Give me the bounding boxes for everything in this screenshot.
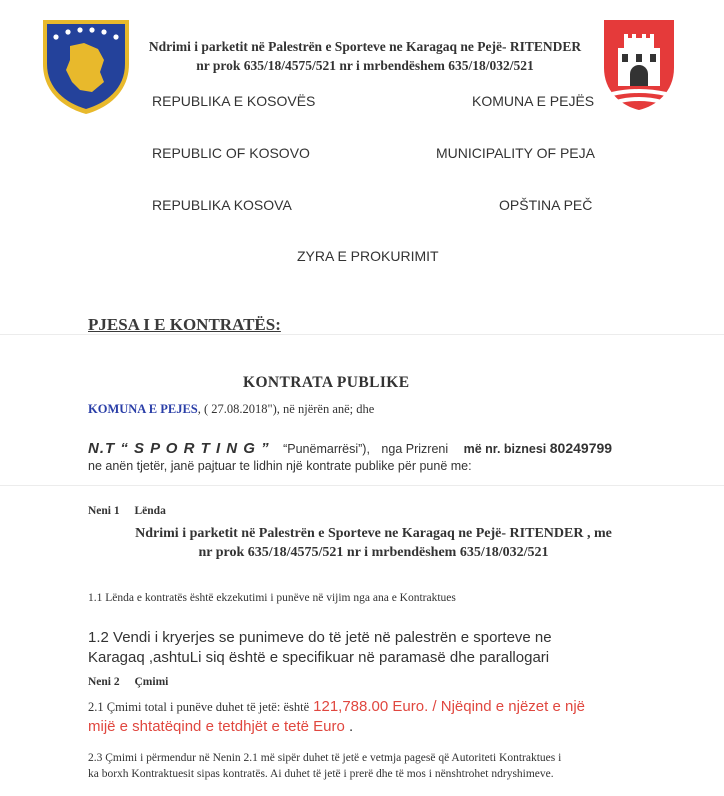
paragraph-1-2 [88, 628, 658, 668]
page-seam [0, 334, 724, 335]
paragraph-1-1: 1.1 Lënda e kontratës është ekzekutimi i punëve në vijim nga ana e Kontraktues [88, 592, 456, 604]
page-seam-2 [0, 485, 724, 486]
party2-place: nga Prizreni [381, 442, 449, 456]
org-left-2: REPUBLIC OF KOSOVO [152, 145, 310, 161]
paragraph-2-1-end: . [344, 718, 354, 735]
article1-subject [96, 524, 651, 562]
party1-rest: , ( 27.08.2018"), në njërën anë; dhe [197, 402, 375, 416]
article2-title: Çmimi [134, 676, 169, 688]
org-right-3: OPŠTINA PEČ [499, 197, 593, 213]
party2-biz-label: më nr. biznesi [463, 442, 547, 456]
article2-heading [88, 676, 168, 688]
procurement-office: ZYRA E PROKURIMIT [297, 248, 439, 264]
paragraph-2-3 [88, 750, 668, 782]
party2-biz-number: 80249799 [549, 440, 613, 456]
party2-line [88, 440, 668, 457]
article1-title: Lënda [134, 505, 166, 517]
party1-line [88, 402, 374, 417]
article1-heading [88, 505, 166, 517]
paragraph-2-3-line1: 2.3 Çmimi i përmendur në Nenin 2.1 më sipër duhet të jetë e vetmja pagesë që Autoriteti Kontraktues i [88, 752, 562, 764]
party2-role: “Punëmarrësi”), [283, 442, 370, 456]
org-right-2: MUNICIPALITY OF PEJA [436, 145, 595, 161]
header-title-line2: nr prok 635/18/4575/521 nr i mrbendëshem 635/18/032/521 [196, 58, 534, 73]
section-heading: PJESA I E KONTRATËS: [88, 315, 281, 334]
paragraph-2-3-line2: ka borxh Kontraktuesit sipas kontratës. Ai duhet të jetë i prerë dhe të mos i nënshtrohet ndryshimeve. [88, 768, 554, 780]
paragraph-2-1-amount: 121,788.00 Euro. / Njëqind e njëzet e një [313, 698, 586, 715]
org-left-3: REPUBLIKA KOSOVA [152, 197, 292, 213]
party1-name: KOMUNA E PEJES [88, 402, 198, 416]
header-title-line1: Ndrimi i parketit në Palestrën e Sporteve ne Karagaq ne Pejë- RITENDER [148, 39, 582, 54]
paragraph-1-2-line2: Karagaq ,ashtuLi siq është e specifikuar në paramasë dhe parallogari [88, 649, 550, 666]
article1-subject-line2: nr prok 635/18/4575/521 nr i mrbendëshem 635/18/032/521 [198, 545, 549, 560]
paragraph-2-1-prefix: 2.1 Çmimi total i punëve duhet të jetë: është [88, 700, 310, 714]
org-right-1: KOMUNA E PEJËS [472, 93, 595, 109]
contract-title: KONTRATA PUBLIKE [243, 374, 410, 391]
paragraph-2-1-amount-words: mijë e shtatëqind e tetdhjët e tetë Euro [88, 718, 345, 735]
party2-line2: ne anën tjetër, janë pajtuar te lidhin një kontrate publike për punë me: [88, 459, 472, 473]
paragraph-2-1 [88, 697, 668, 737]
article1-label: Neni 1 [88, 505, 120, 517]
document-header-title [110, 37, 620, 75]
article2-label: Neni 2 [88, 676, 120, 688]
party2-name: N.T “ S P O R T I N G ” [88, 440, 270, 457]
org-left-1: REPUBLIKA E KOSOVËS [152, 93, 316, 109]
paragraph-1-2-line1: 1.2 Vendi i kryerjes se punimeve do të jetë në palestrën e sporteve ne [88, 629, 552, 646]
article1-subject-line1: Ndrimi i parketit në Palestrën e Sporteve ne Karagaq ne Pejë- RITENDER , me [135, 526, 612, 541]
